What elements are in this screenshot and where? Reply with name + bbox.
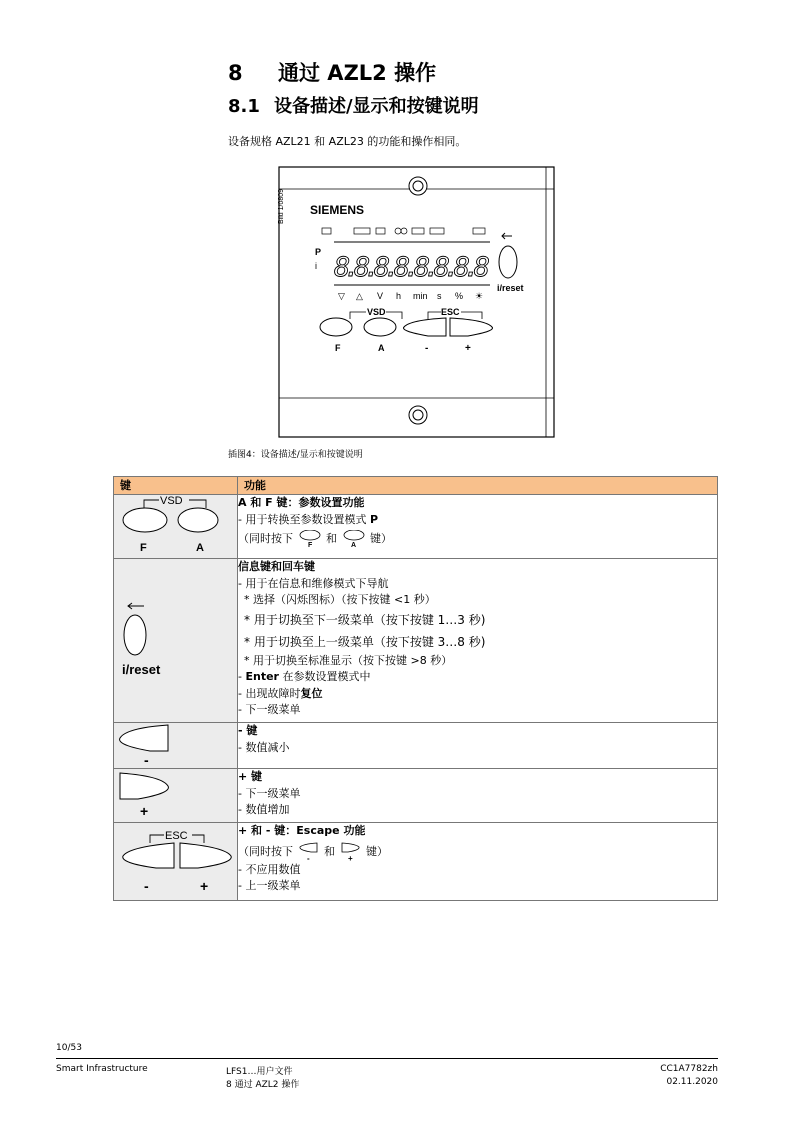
svg-text:A: A: [350, 542, 356, 548]
footer-company: Smart Infrastructure: [56, 1064, 148, 1074]
table-row: [114, 769, 718, 823]
footer-date: 02.11.2020: [666, 1077, 718, 1087]
section-number: 8.1: [228, 96, 260, 117]
svg-text:A: A: [196, 542, 204, 554]
svg-text:P: P: [315, 247, 322, 257]
footer-doc-title: LFS1…用户文件: [226, 1067, 293, 1077]
table-header: [114, 477, 718, 495]
svg-text:i/reset: i/reset: [122, 662, 161, 677]
bild-label: Bild 1/0809: [278, 188, 285, 224]
svg-text:F: F: [335, 343, 341, 353]
device-illustration: [278, 166, 555, 438]
footer-doc-chapter: 8 通过 AZL2 操作: [226, 1080, 300, 1090]
svg-text:ESC: ESC: [441, 307, 460, 317]
footer-doc-code: CC1A7782zh: [660, 1064, 718, 1074]
svg-text:ESC: ESC: [165, 830, 188, 842]
svg-text:+: +: [347, 853, 353, 862]
key-function-table: [113, 476, 718, 901]
key-illustration-plus: [114, 769, 238, 823]
section-title: 设备描述/显示和按键说明: [274, 96, 479, 117]
device-a-button[interactable]: [364, 318, 396, 336]
page-number: 10/53: [56, 1043, 82, 1053]
function-info: 信息键和回车键 - 用于在信息和维修模式下导航 * 选择（闪烁图标）（按下按键 <1 秒） * 用于切换至下一级菜单（按下按键 1…3 秒) * 用于切换至上一级菜单（按下按键 3…8 秒) * 用于切换至标准显示（按下按键 >8 秒） - Enter 在参数设置模式中 - 出现故障时复位 - 下一级菜单: [238, 559, 718, 723]
svg-text:-: -: [306, 853, 310, 862]
key-illustration-minus: [114, 723, 238, 769]
footer-rule: [56, 1058, 718, 1059]
device-f-button[interactable]: [320, 318, 352, 336]
svg-text:-: -: [144, 752, 149, 765]
table-row: [114, 823, 718, 901]
table-row: [114, 495, 718, 559]
intro-text: 设备规格 AZL21 和 AZL23 的功能和操作相同。: [228, 135, 467, 148]
chapter-title: 通过 AZL2 操作: [278, 61, 437, 85]
header-function: 功能: [238, 477, 718, 495]
unit-labels: ▽ △ V h min s % ☀: [338, 291, 484, 301]
device-info-button[interactable]: [499, 246, 517, 278]
function-fa: A 和 F 键：参数设置功能 - 用于转换至参数设置模式 P （同时按下 F 和 A 键）: [238, 495, 718, 559]
svg-text:-: -: [425, 343, 429, 354]
svg-text:i/reset: i/reset: [497, 283, 524, 293]
brand-label: SIEMENS: [310, 203, 365, 217]
table-row: [114, 723, 718, 769]
function-escape: + 和 - 键：Escape 功能 （同时按下 - 和 + 键） - 不应用数值 - 上一级菜单: [238, 823, 718, 901]
svg-text:F: F: [307, 542, 312, 548]
chapter-heading: [228, 57, 436, 87]
svg-text:i: i: [315, 261, 317, 271]
svg-text:+: +: [200, 878, 209, 894]
function-plus: + 键 - 下一级菜单 - 数值增加: [238, 769, 718, 823]
svg-text:-: -: [144, 878, 149, 894]
svg-text:+: +: [465, 343, 471, 354]
key-illustration-info: [114, 559, 238, 723]
svg-text:F: F: [140, 542, 147, 554]
header-key: 键: [114, 477, 238, 495]
section-heading: [228, 92, 479, 118]
svg-text:VSD: VSD: [160, 495, 183, 507]
key-illustration-esc: [114, 823, 238, 901]
bottom-screw-icon: [409, 406, 427, 424]
figure-caption: 插图4：设备描述/显示和按键说明: [228, 450, 363, 460]
svg-text:A: A: [378, 343, 385, 353]
key-illustration-fa: [114, 495, 238, 559]
chapter-number: 8: [228, 61, 243, 85]
svg-text:+: +: [140, 803, 149, 819]
table-row: [114, 559, 718, 723]
lcd-digits: 8.8.8.8.8.8.8.8: [334, 252, 490, 283]
function-minus: - 键 - 数值减小: [238, 723, 718, 769]
top-screw-icon: [409, 177, 427, 195]
svg-text:VSD: VSD: [367, 307, 386, 317]
